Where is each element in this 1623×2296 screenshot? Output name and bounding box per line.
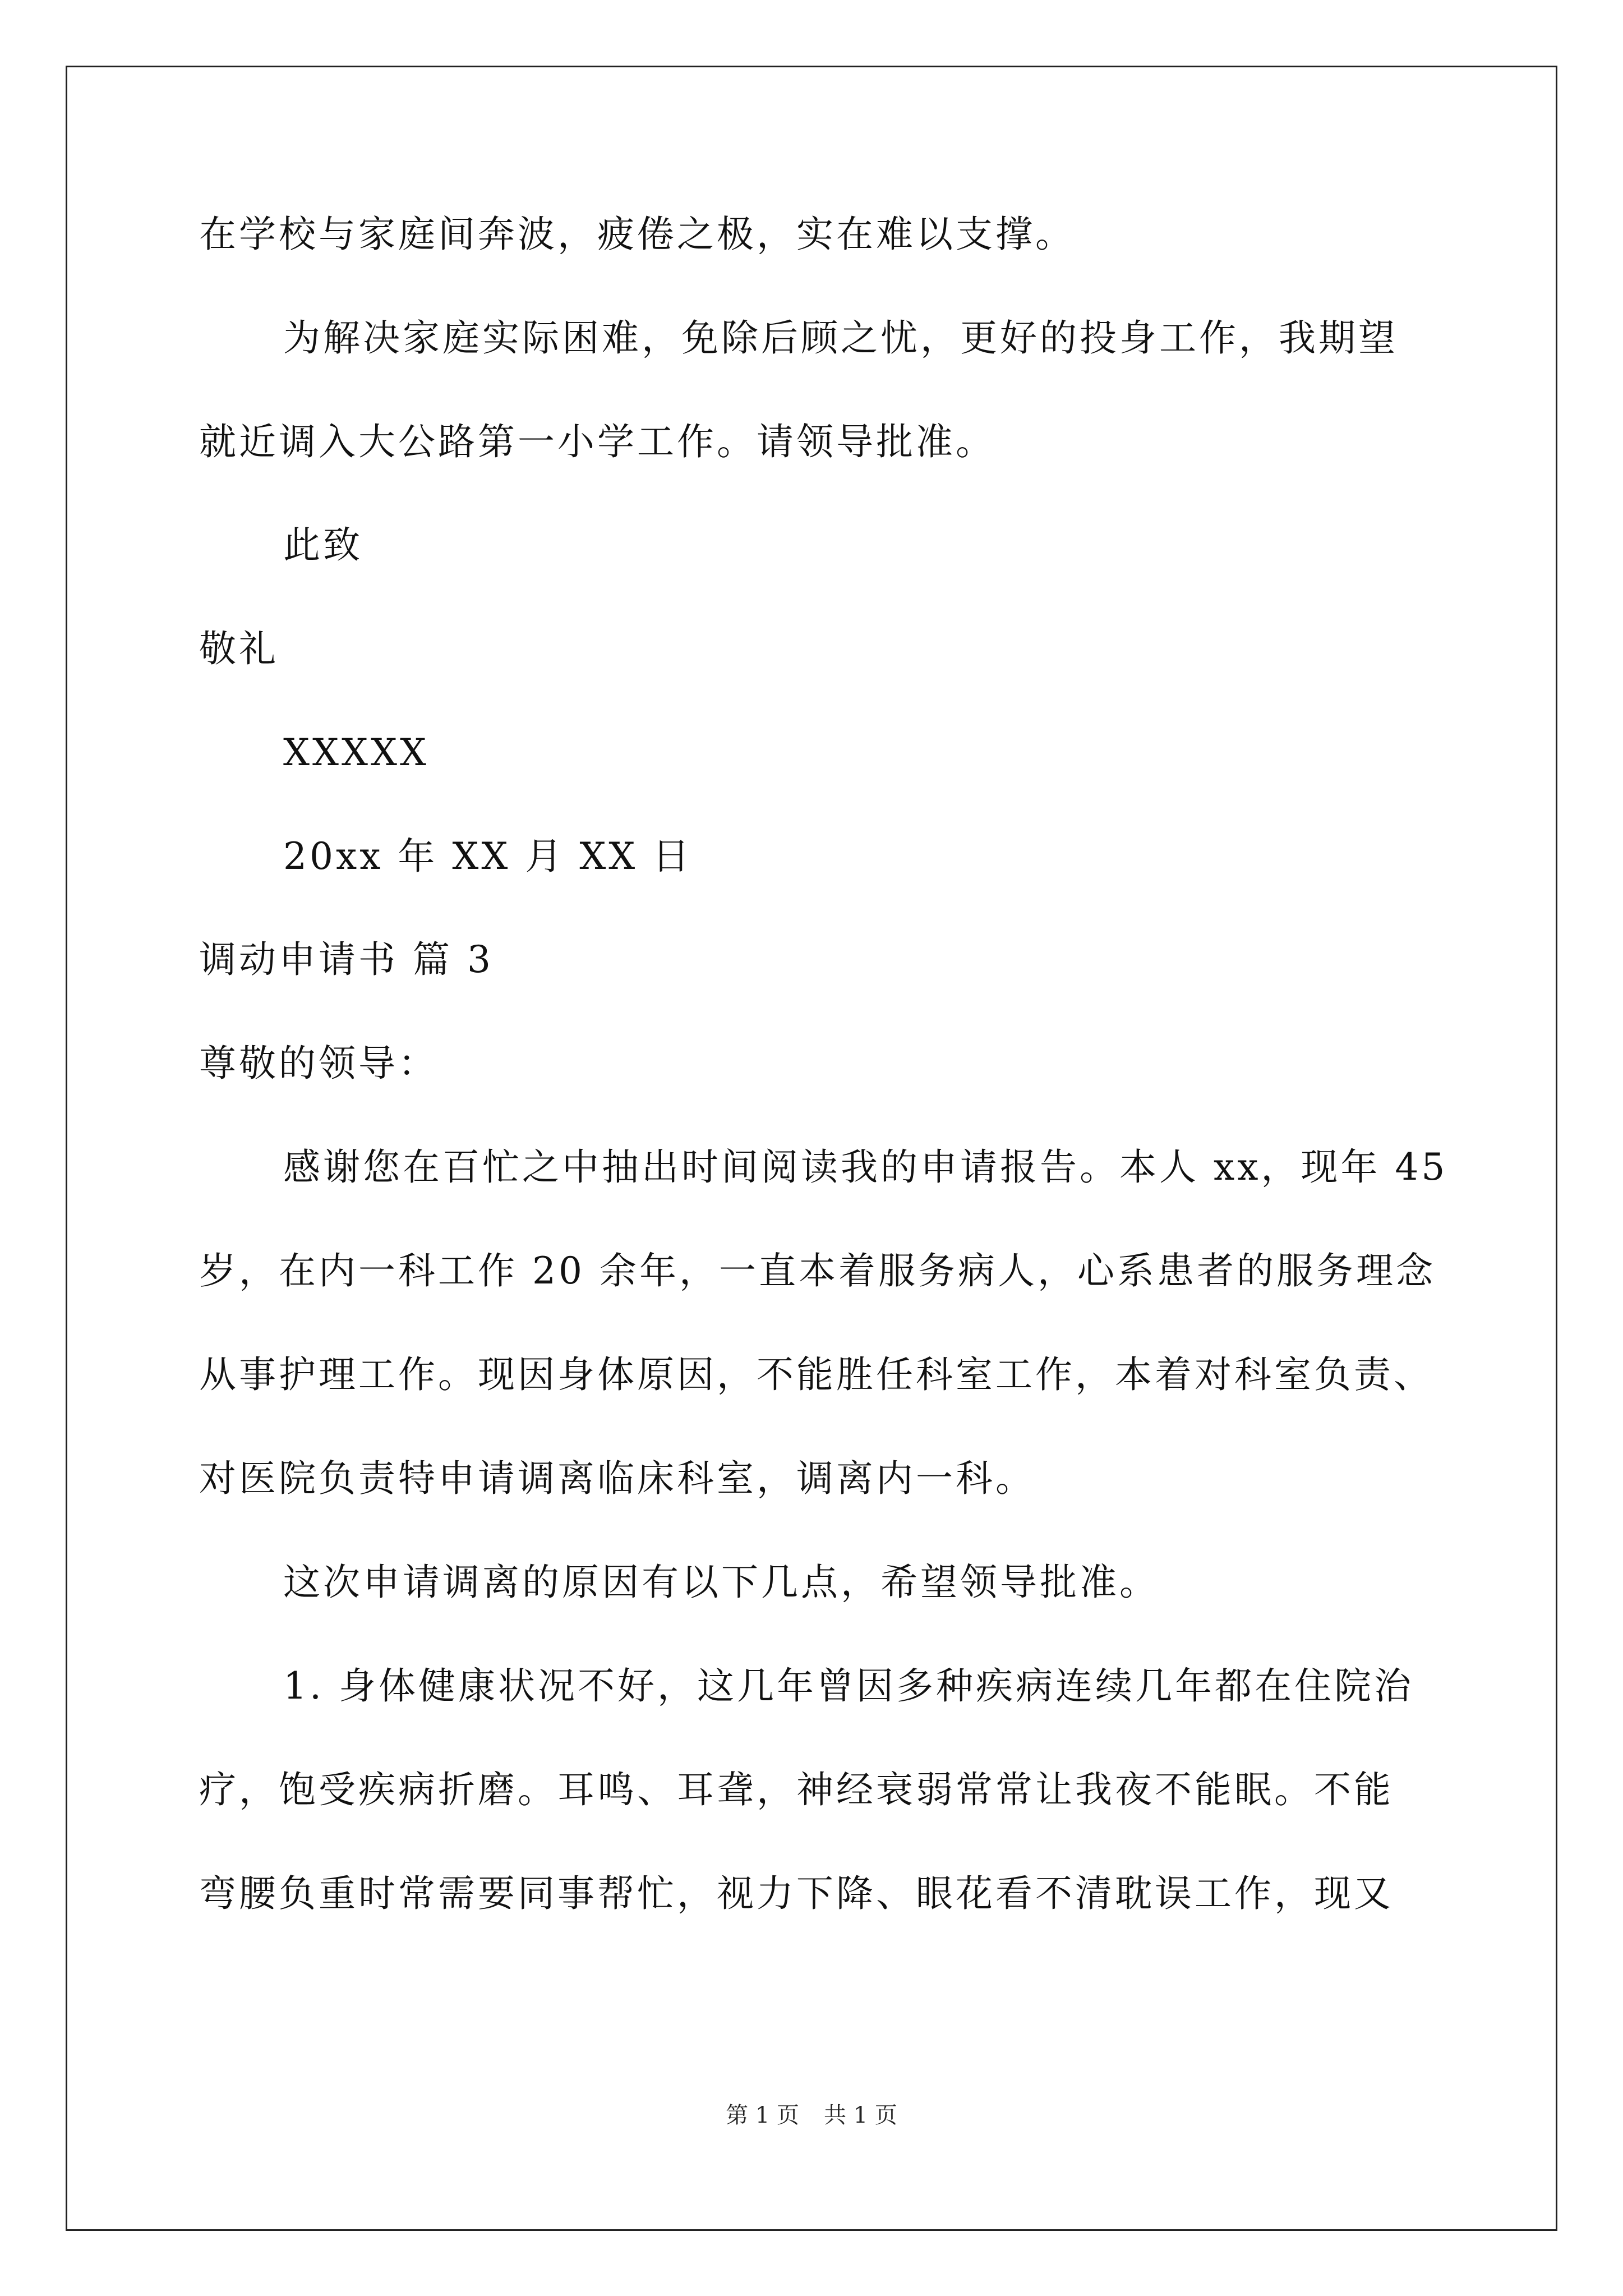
paragraph-line: 1. 身体健康状况不好，这几年曾因多种疾病连续几年都在住院治 [283, 1664, 1414, 1708]
paragraph-line: 弯腰负重时常需要同事帮忙，视力下降、眼花看不清耽误工作，现又 [199, 1872, 1394, 1915]
signature-name: XXXXX [283, 731, 429, 774]
closing-regards: 敬礼 [199, 627, 279, 670]
paragraph-line: 对医院负责特申请调离临床科室，调离内一科。 [199, 1457, 1035, 1500]
paragraph-line: 就近调入大公路第一小学工作。请领导批准。 [199, 420, 995, 463]
page-total: 共 1 页 [824, 2102, 897, 2128]
paragraph-line: 这次申请调离的原因有以下几点，希望领导批准。 [283, 1561, 1159, 1604]
paragraph-line: 感谢您在百忙之中抽出时间阅读我的申请报告。本人 xx，现年 45 [283, 1145, 1448, 1189]
closing-salutation: 此致 [283, 523, 363, 567]
paragraph-line: 疗，饱受疾病折磨。耳鸣、耳聋，神经衰弱常常让我夜不能眠。不能 [199, 1768, 1394, 1811]
page-number: 第 1 页 [726, 2102, 799, 2128]
paragraph-line: 为解决家庭实际困难，免除后顾之忧，更好的投身工作，我期望 [283, 316, 1398, 360]
letter-greeting: 尊敬的领导： [199, 1042, 438, 1085]
paragraph-line: 岁，在内一科工作 20 余年，一直本着服务病人，心系患者的服务理念 [199, 1249, 1436, 1292]
section-heading: 调动申请书 篇 3 [199, 938, 494, 981]
paragraph-line: 在学校与家庭间奔波，疲倦之极，实在难以支撑。 [199, 213, 1075, 256]
signature-date: 20xx 年 XX 月 XX 日 [283, 835, 693, 878]
page-footer [0, 2101, 1623, 2129]
paragraph-line: 从事护理工作。现因身体原因，不能胜任科室工作，本着对科室负责、 [199, 1353, 1433, 1396]
